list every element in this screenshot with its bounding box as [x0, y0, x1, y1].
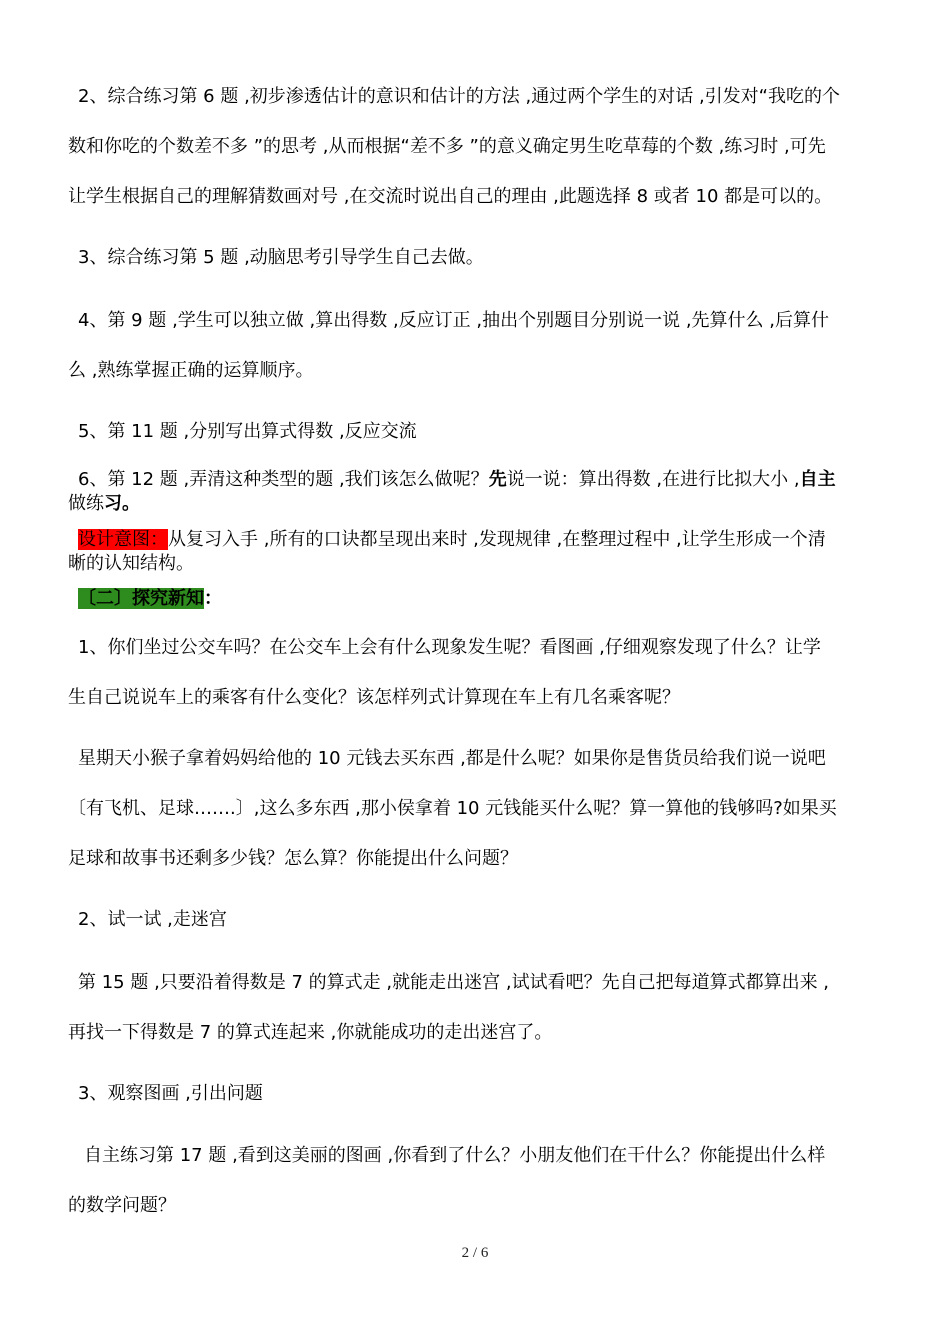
self-practice-line-1: 自主练习第 17 题 ,看到这美丽的图画 ,你看到了什么？小朋友他们在干什么？你能提出什么样: [84, 1145, 826, 1166]
question-1-line-2: 生自己说说车上的乘客有什么变化？该怎样列式计算现在车上有几名乘客呢？: [68, 687, 680, 708]
paragraph-3: 3、综合练习第 5 题 ,动脑思考引导学生自己去做。: [78, 247, 484, 268]
maze-line-1: 第 15 题 ,只要沿着得数是 7 的算式走 ,就能走出迷宫 ,试试看吧？先自己把每道算式都算出来 ,: [78, 972, 830, 993]
paragraph-2-line-2: 数和你吃的个数差不多 ”的思考 ,从而根据“差不多 ”的意义确定男生吃草莓的个数 ,练习时 ,可先: [68, 136, 826, 157]
section-heading: [68, 587, 894, 611]
maze-line-2: 再找一下得数是 7 的算式连起来 ,你就能成功的走出迷宫了。: [68, 1022, 553, 1043]
paragraph-2-line-3: 让学生根据自己的理解猜数画对号 ,在交流时说出自己的理由 ,此题选择 8 或者 10 都是可以的。: [68, 186, 833, 207]
monkey-line-3: 足球和故事书还剩多少钱？怎么算？你能提出什么问题？: [68, 848, 518, 869]
question-2: 2、试一试 ,走迷宫: [78, 909, 227, 930]
paragraph-6-bold-self: 自主: [799, 469, 836, 490]
paragraph-5: 5、第 11 题 ,分别写出算式得数 ,反应交流: [78, 421, 417, 442]
paragraph-2-line-1: 2、综合练习第 6 题 ,初步渗透估计的意识和估计的方法 ,通过两个学生的对话 ,引发对“我吃的个: [78, 86, 840, 107]
section-heading-label: 〔二〕探究新知: [78, 588, 204, 609]
paragraph-4-line-2: 么 ,熟练掌握正确的运算顺序。: [68, 360, 314, 381]
paragraph-6-text-c: 说一说：算出得数 ,在进行比拟大小 ,: [506, 469, 800, 490]
question-1-line-1: 1、你们坐过公交车吗？在公交车上会有什么现象发生呢？看图画 ,仔细观察发现了什么？让学: [78, 637, 821, 658]
self-practice-line-2: 的数学问题？: [68, 1195, 176, 1216]
page-number: 2 / 6: [461, 1245, 489, 1261]
paragraph-6-line-1: [68, 468, 894, 492]
design-intent-label: 设计意图：: [78, 529, 168, 550]
monkey-line-1: 星期天小猴子拿着妈妈给他的 10 元钱去买东西 ,都是什么呢？如果你是售货员给我们说一说吧: [78, 748, 826, 769]
monkey-line-2: 〔有飞机、足球…….〕,这么多东西 ,那小侯拿着 10 元钱能买什么呢？算一算他的钱够吗?如果买: [68, 798, 837, 819]
paragraph-4-line-1: 4、第 9 题 ,学生可以独立做 ,算出得数 ,反应订正 ,抽出个别题目分别说一说 ,先算什么 ,后算什: [78, 310, 830, 331]
design-intent-text: 从复习入手 ,所有的口诀都呈现出来时 ,发现规律 ,在整理过程中 ,让学生形成一个清: [168, 529, 826, 550]
paragraph-6-text-practice: 做练: [68, 493, 104, 514]
design-intent-line-2: 晰的认知结构。: [68, 553, 194, 574]
paragraph-6-text-a: 6、第 12 题 ,弄清这种类型的题 ,我们该怎么做呢？: [78, 469, 489, 490]
section-heading-colon: ：: [204, 588, 222, 609]
paragraph-6-line-2: [68, 492, 884, 516]
paragraph-6-bold-practice: 习。: [104, 493, 140, 514]
question-3: 3、观察图画 ,引出问题: [78, 1083, 263, 1104]
design-intent-line-1: [68, 528, 894, 552]
paragraph-6-bold-first: 先: [488, 469, 507, 490]
